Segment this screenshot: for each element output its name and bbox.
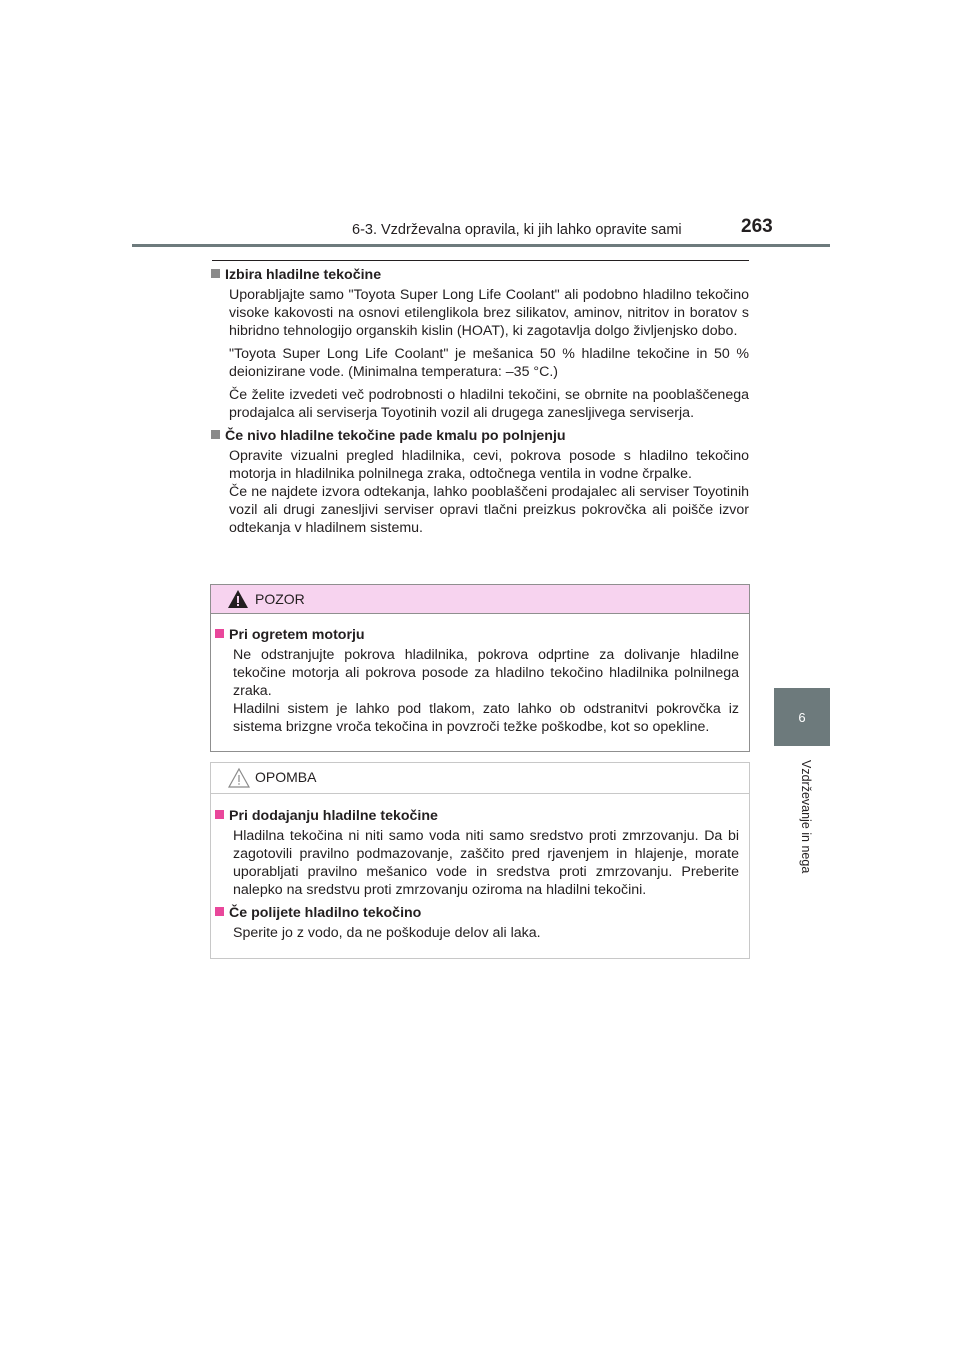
paragraph: "Toyota Super Long Life Coolant" je mešanica 50 % hladilne tekočine in 50 % deionizirane vode. (Minimalna temperatura: –35 °C.) — [229, 346, 749, 380]
section-coolant-drop — [211, 427, 749, 537]
section-coolant-choice — [211, 266, 749, 422]
paragraph: Če želite izvedeti več podrobnosti o hladilni tekočini, se obrnite na pooblaščenega prodajalca ali serviserja Toyotinih vozil ali drugega zanesljivega serviserja. — [229, 387, 749, 421]
warning-box — [210, 584, 750, 752]
chapter-tab: 6 — [774, 688, 830, 746]
header-title: 6-3. Vzdrževalna opravila, ki jih lahko opravite sami — [352, 222, 682, 238]
warning-box-label: POZOR — [255, 591, 305, 607]
header-rule — [132, 244, 830, 247]
warning-triangle-icon — [227, 589, 249, 609]
note-heading: Če polijete hladilno tekočino — [215, 904, 739, 922]
note-box-label: OPOMBA — [255, 769, 317, 785]
note-box-body — [211, 794, 749, 942]
paragraph: Opravite vizualni pregled hladilnika, cevi, pokrova posode s hladilno tekočino motorja in hladilnika polnilnega zraka, odtočnega ventila in vodne črpalke. — [229, 448, 749, 482]
square-bullet-icon — [215, 629, 224, 638]
note-heading: Pri dodajanju hladilne tekočine — [215, 807, 739, 825]
content-rule — [212, 260, 749, 261]
square-bullet-icon — [211, 430, 220, 439]
chapter-side-title: Vzdrževanje in nega — [799, 760, 813, 874]
square-bullet-icon — [215, 810, 224, 819]
section-heading: Izbira hladilne tekočine — [211, 266, 749, 284]
warning-box-body — [211, 614, 749, 736]
paragraph: Ne odstranjujte pokrova hladilnika, pokrova odprtine za dolivanje hladilne tekočine motorja ali pokrova posode za hladilno tekočino hladilnika polnilnega zraka. — [233, 647, 739, 699]
section-heading: Če nivo hladilne tekočine pade kmalu po polnjenju — [211, 427, 749, 445]
paragraph: Sperite jo z vodo, da ne poškoduje delov ali laka. — [233, 925, 541, 941]
warning-heading: Pri ogretem motorju — [215, 626, 739, 644]
page-number: 263 — [741, 216, 773, 237]
square-bullet-icon — [215, 907, 224, 916]
paragraph: Če ne najdete izvora odtekanja, lahko pooblaščeni prodajalec ali serviser Toyotinih vozil ali drugi zanesljivi serviser opravi tlačni preizkus pokrovčka ali poišče izvor odtekanja v hladilnem sistemu. — [229, 484, 749, 536]
paragraph: Hladilna tekočina ni niti samo voda niti samo sredstvo proti zmrzovanju. Da bi zagotovili pravilno podmazovanje, zaščito pred rjavenjem in hlajenje, morate uporabljati pravilno mešanico vode in sredstva proti zmrzovanju. Preberite nalepko na sredstvu proti zmrzovanju oziroma na hladilni tekočini. — [233, 828, 739, 898]
warning-box-header — [211, 585, 749, 614]
main-content — [211, 266, 749, 542]
caution-outline-triangle-icon — [227, 767, 251, 789]
note-box-header — [211, 763, 749, 794]
paragraph: Uporabljajte samo "Toyota Super Long Life Coolant" ali podobno hladilno tekočino visoke kakovosti na osnovi etilenglikola brez silikatov, aminov, nitritov in boratov s hibridno tehnologijo organskih kislin (HOAT), ki zagotavlja dolgo življenjsko dobo. — [229, 287, 749, 339]
paragraph: Hladilni sistem je lahko pod tlakom, zato lahko ob odstranitvi pokrovčka iz sistema brizgne vroča tekočina in povzroči težke poškodbe, kot so opekline. — [233, 701, 739, 735]
square-bullet-icon — [211, 269, 220, 278]
note-box — [210, 762, 750, 959]
